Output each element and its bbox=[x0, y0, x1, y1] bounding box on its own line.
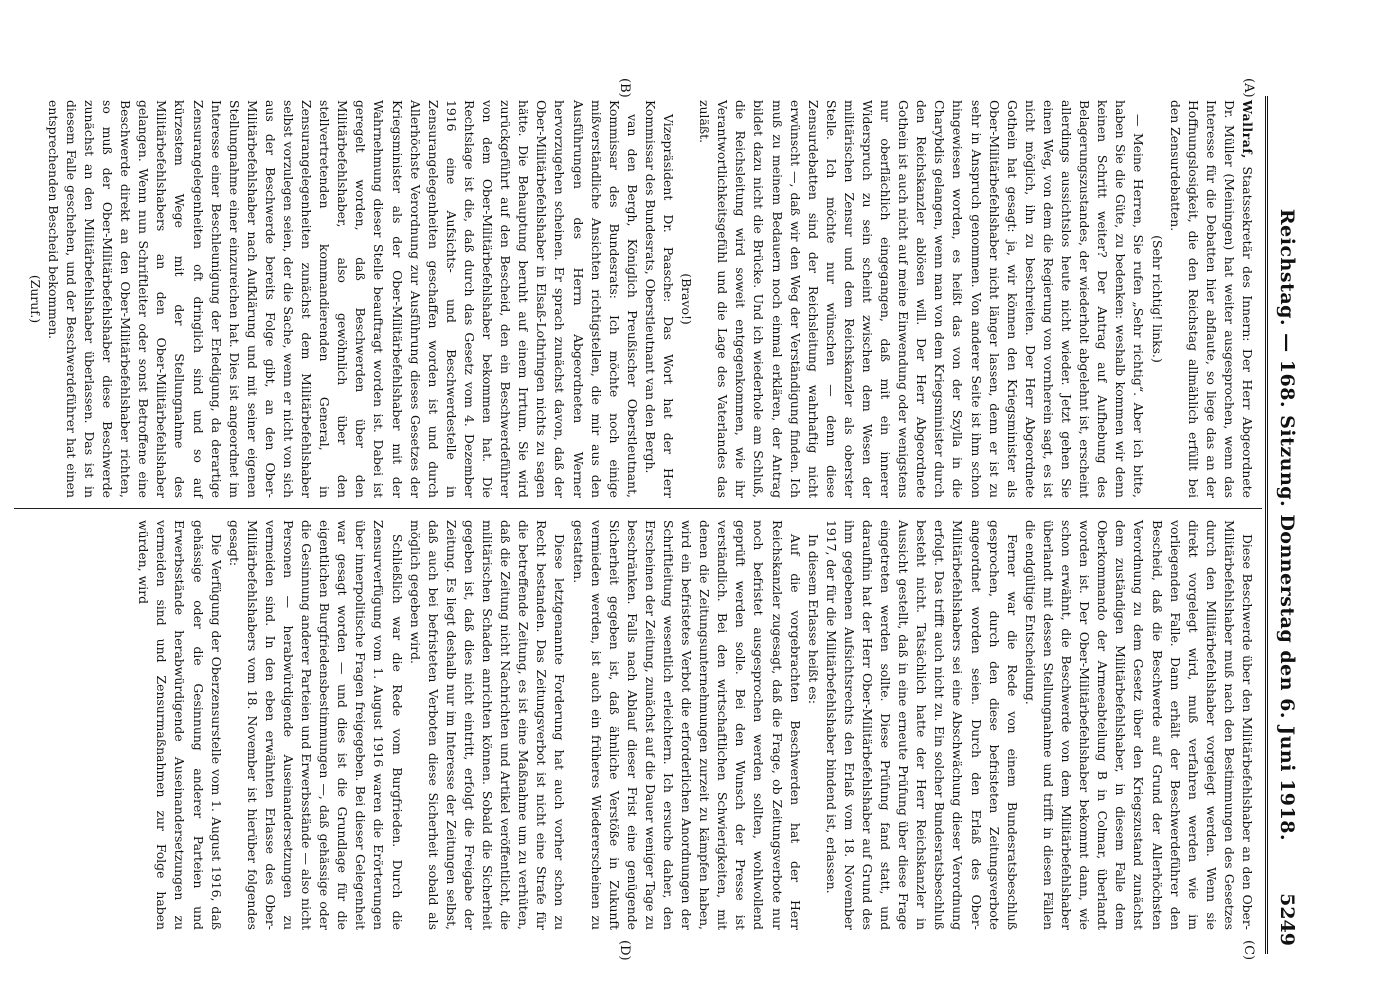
zuruf: (Zuruf.) bbox=[27, 274, 43, 324]
interjection: (Sehr richtig! links.) bbox=[1149, 235, 1165, 363]
speech-van-den-bergh: van den Bergh, Königlich Preußischer Oberstleutnant, Kommissar des Bundesrats: Ich möchte noch einige mißverständliche Ansichten richtigstellen, die mir aus den Ausführungen des Herrn Abgeordneten Werner hervorzugehen scheinen. Er sprach zunächst davon, daß der Ober-Militärbefehlshaber in Elsaß-Lothringen nichts zu sagen hätte. Die Behauptung beruht auf einem Irrtum. Sie wird zurückgeführt auf den Bescheid, den ein Beschwerdeführer von dem Ober-Militärbefehlshaber bekommen hat. Die Rechtslage ist die, daß durch das Gesetz vom 4. Dezember 1916 eine Aufsichts- und Beschwerdestelle in Zensurangelegenheiten geschaffen worden ist und durch Allerhöchste Verordnung zur Ausführung dieses Gesetzes der Kriegsminister als der Ober-Militärbefehlshaber mit der Wahrnehmung dieser Stelle beauftragt worden ist. Dabei ist geregelt worden, daß Beschwerden über den Militärbefehlshaber, also gewöhnlich über den stellvertretenden kommandierenden General, in Zensurangelegenheiten zunächst dem Militärbefehlshaber selbst vorzulegen seien, der die Sache, wenn er nicht von sich aus der Beschwerde bereits Folge gibt, an den Ober-Militärbefehlshaber nach Aufklärung und mit seiner eigenen Stellungnahme einer einzureichen hat. Dies ist angeordnet im Interesse einer Beschleunigung der Erledigung, da derartige Zensurangelegenheiten oft dringlich sind und so auf kürzestem Wege mit der Stellungnahme des Militärbefehlshabers an den Ober-Militärbefehlshaber gelangen. Wenn nun Schriftleiter oder sonst Betroffene eine Beschwerde direkt an den Ober-Militärbefehlshaber richten, so muß der Ober-Militärbefehlshaber diese Beschwerde zunächst an den Militärbefehlshaber überlassen. Das ist in diesem Falle geschehen, und der Beschwerdeführer hat einen entsprechenden Bescheid bekommen. bbox=[45, 100, 640, 498]
right-paragraph-1: Diese Beschwerde über den Militärbefehlshaber an den Ober-Militärbefehlshaber muß nach den Bestimmungen des Gesetzes durch den Militärbefehlshaber vorgelegt werden. Wenn sie direkt vorgelegt wird, muß verfahren werden wie im vorliegenden Falle. Dann erhält der Beschwerdeführer den Bescheid, daß die Beschwerde auf Grund der Allerhöchsten Verordnung zu dem Gesetz über den Kriegszustand zunächst dem zuständigen Militärbefehlshaber, in diesem Falle dem Oberkommando der Armeeabteilung B in Colmar, überlandt worden ist. Der Ober-Militärbefehlshaber bekommt dann, wie schon erwähnt, die Beschwerde von dem Militärbefehlshaber überlandt mit dessen Stellungnahme und trifft in diesen Fällen die endgültige Entscheidung. bbox=[1022, 520, 1255, 930]
left-column bbox=[18, 100, 1256, 498]
right-quote-1: Auf die vorgebrachten Beschwerden hat der Herr Reichskanzler zugesagt, daß die Frage, ob Zeitungsverbote nur noch befristet ausgesprochen werden sollten, wohlwollend geprüft werden solle. Bei den Wunsch der Presse ist verständlich. Bei den wirtschaftlichen Schwierigkeiten, mit denen die Zeitungsunternehmungen zurzeit zu kämpfen haben, wird ein befristetes Verbot die erforderlichen Anordnungen der Schriftleitung wesentlich erleichtern. Ich ersuche daher, den Erscheinen der Zeitung, zunächst auf die Dauer weniger Tage zu beschränken. Falls nach Ablauf dieser Frist eine genügende Sicherheit gegeben ist, daß ähnliche Verstöße in Zukunft vermieden werden, ist auch ein früheres Wiedererscheinen zu gestatten. bbox=[570, 520, 803, 930]
speech-text-2: — Meine Herren, Sie rufen „Sehr richtig“. Aber ich bitte, haben Sie die Güte, zu bedenken: weshalb kommen wir denn keinen Schritt weiter? Der Antrag auf Aufhebung des Belagerungszustandes, der wiederholt abgelehnt ist, erscheint allerdings aussichtslos heute nicht wieder. Jetzt gehen Sie einen Weg, von dem die Regierung von vornherein sagt, es ist nicht möglich, ihn zu beschreiten. Der Herr Abgeordnete Gothein hat gesagt: ja, wir können den Kriegsminister als Ober-Militärbefehlshaber nicht länger lassen, denn er ist zu sehr in Anspruch genommen. Von anderer Seite ist ihm schon hingewiesen worden, es heißt das von der Szylla in die Charybdis gelangen, wenn man von dem Kriegsminister durch den Reichskanzler ablösen will. Der Herr Abgeordnete Gothein ist auch nicht auf meine Einwendung oder wenigstens nur oberflächlich eingegangen, daß mit ein innerer Widerspruch zu sein scheint zwischen dem Wesen der militärischen Zensur und dem Reichskanzler als oberster Stelle. Ich möchte nur wünschen — denn diese Zensurdebatten sind der Reichsleitung wahrhaftig nicht erwünscht —, daß wir den Weg der Verständigung finden. Ich muß zu meinem Bedauern noch einmal erklären, der Antrag bildet dazu nicht die Brücke. Und ich wiederhole am Schluß, die Reichsleitung wird soweit entgegenkommen, wie ihr Verantwortlichkeitsgefühl und die Lage des Vaterlandes das zuläßt. bbox=[697, 100, 1147, 498]
right-paragraph-2: Ferner war die Rede von einem Bundesratsbeschluß gesprochen, durch den diese befristeten Zeitungsverbote angeordnet worden seien. Durch den Erlaß des Ober-Militärbefehlshabers sei eine Abschwächung dieser Verordnung erfolgt. Das trifft auch nicht zu. Ein solcher Bundesratsbeschluß besteht nicht. Tatsächlich hatte der Herr Reichskanzler in Aussicht gestellt, daß in eine erneute Prüfung über diese Frage eingetreten werden sollte. Diese Prüfung fand statt, und daraufhin hat der Herr Ober-Militärbefehlshaber auf Grund des ihm gegebenen Aufsichtsrechts den Erlaß vom 18. November 1917, der für die Militärbefehlshaber bindend ist, erlassen. bbox=[823, 520, 1020, 930]
page-number: 5249 bbox=[1276, 893, 1298, 946]
page-header bbox=[1270, 96, 1302, 954]
margin-letter-c: (C) bbox=[1241, 940, 1256, 961]
margin-letter-a: (A) bbox=[1241, 78, 1256, 98]
right-paragraph-5: Diese letztgenannte Forderung hat auch vorher schon zu Recht bestanden. Das Zeitungsverbot ist nicht eine Strafe für die betreffende Zeitung, es ist eine Maßnahme um zu verhüten, daß die Zeitung nicht Nachrichten und Artikel veröffentlicht, die militärischen Schaden anrichten können. Sobald die Sicherheit gegeben ist, daß dies nicht eintritt, erfolgt die Freigabe der Zeitung. Es liegt deshalb nur im Interesse der Zeitungen selbst, daß auch bei befristeten Verboten diese Sicherheit sobald als möglich gegeben wird. bbox=[407, 520, 568, 930]
right-quote-2: Die Verfügung der Oberzensurstelle vom 1. August 1916, daß gehässige oder die Gesinnung anderer Parteien und Erwerbsstände herabwürdigende Auseinandersetzungen zu vermeiden sind und Zensurmaßnahmen zur Folge haben würden, wird bbox=[136, 520, 224, 930]
right-column bbox=[18, 520, 1256, 930]
right-paragraph-6: Schließlich war die Rede vom Burgfrieden. Durch die Zensurverfügung vom 1. August 1916 waren die Erörterungen über innerpolitische Fragen freigegeben. Bei dieser Gelegenheit war gesagt worden — und dies ist die Grundlage für die eigentlichen Burgfriedensbestimmungen —, daß gehässige oder die Gesinnung anderer Parteien und Erwerbsstände — also nicht Personen — herabwürdigende Auseinandersetzungen zu vermeiden sind. In den eben erwähnten Erlasse des Ober-Militärbefehlshabers vom 18. November ist hierüber folgendes gesagt: bbox=[226, 520, 405, 930]
column-divider bbox=[14, 508, 1262, 509]
header-rule bbox=[1265, 96, 1268, 954]
applause: (Bravo!) bbox=[679, 273, 695, 325]
margin-letter-b: (B) bbox=[617, 78, 632, 98]
page-header-title: Reichstag. — 168. Sitzung. Donnerstag den 6. Juni 1918. bbox=[1276, 208, 1298, 842]
speaker-role: Staatssekretär des Innern: bbox=[1240, 166, 1255, 342]
speaker-wallraf: Wallraf, bbox=[1240, 100, 1255, 160]
right-paragraph-3: In diesem Erlasse heißt es: bbox=[805, 534, 821, 705]
vice-president-remark: Vizepräsident Dr. Paasche: Das Wort hat der Herr Kommissar des Bundesrats, Oberstleutnant van den Bergh. bbox=[642, 100, 676, 498]
speech-wallraf bbox=[1166, 100, 1256, 498]
margin-letter-d: (D) bbox=[617, 940, 632, 961]
speech-text-1: Der Herr Abgeordnete Dr. Müller (Meiningen) hat weiter ausgesprochen, wenn das Interesse für die Debatten hier abflaute, so liege das an der Hoffnungslosigkeit, die den Reichstag allmählich erfüllt bei den Zensurdebatten. bbox=[1167, 100, 1255, 498]
